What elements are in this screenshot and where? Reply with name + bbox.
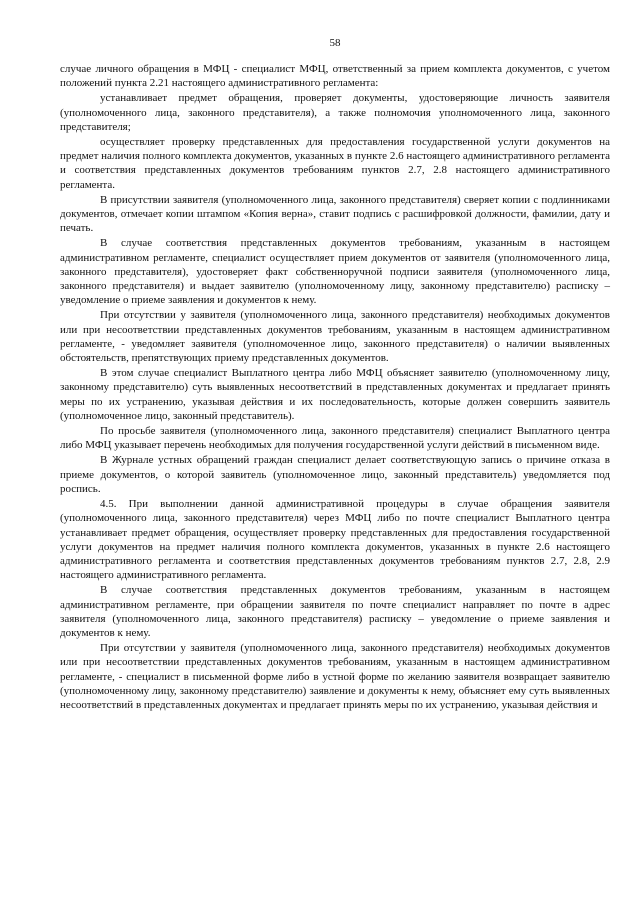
paragraph: В этом случае специалист Выплатного центра либо МФЦ объясняет заявителю (уполномоченному лицу, законному представителю) суть выявленных несоответствий в представленных документах и предлагает принять меры по их устранению, указывая действия и их последовательность, которые должен совершить заявитель (уполномоченное лицо, законный представитель). [60,367,610,422]
paragraph: осуществляет проверку представленных для предоставления государственной услуги документов на предмет наличия полного комплекта документов, указанных в пункте 2.6 настоящего административного регламента и соответствия представленных документов требованиям пунктов 2.7, 2.8 настоящего административного регламента. [60,136,610,191]
paragraph: 4.5. При выполнении данной административной процедуры в случае обращения заявителя (уполномоченного лица, законного представителя) через МФЦ либо по почте специалист Выплатного центра устанавливает предмет обращения, осуществляет проверку представленных для предоставления государственной услуги документов на предмет наличия полного комплекта документов, указанных в пункте 2.6 настоящего административного регламента и соответствия представленных документов требованиям пунктов 2.7, 2.8, 2.9 настоящего административного регламента. [60,498,610,582]
paragraph: При отсутствии у заявителя (уполномоченного лица, законного представителя) необходимых документов или при несоответствии представленных документов требованиям, указанным в настоящем административном регламенте, - специалист в письменной форме либо в устной форме по желанию заявителя возвращает заявителю (уполномоченному лицу, законному представителю) заявление и документы к нему, объясняет ему суть выявленных несоответствий в представленных документах и предлагает принять меры по их устранению, указывая действия и [60,642,610,711]
paragraph: По просьбе заявителя (уполномоченного лица, законного представителя) специалист Выплатного центра либо МФЦ указывает перечень необходимых для получения государственной услуги действий в письменном виде. [60,425,610,452]
paragraph: В присутствии заявителя (уполномоченного лица, законного представителя) сверяет копии с подлинниками документов, отмечает копии штампом «Копия верна», ставит подпись с расшифровкой должности, фамилии, дату и печать. [60,193,610,235]
paragraph: В Журнале устных обращений граждан специалист делает соответствующую запись о причине отказа в приеме документов, о которой заявитель (уполномоченное лицо, законный представитель) уведомляется под роспись. [60,454,610,495]
document-body [60,62,610,712]
paragraph: В случае соответствия представленных документов требованиям, указанным в настоящем административном регламенте, специалист осуществляет прием документов от заявителя (уполномоченного лица, законного представителя), удостоверяет факт собственноручной подписи заявителя (уполномоченного лица, законного представителя) и выдает заявителю (уполномоченному лицу, законному представителю) расписку – уведомление о приеме заявления и документов к нему. [60,237,610,307]
paragraph: устанавливает предмет обращения, проверяет документы, удостоверяющие личность заявителя (уполномоченного лица, законного представителя), а также полномочия уполномоченного лица, законного представителя; [60,92,610,133]
page-number: 58 [329,37,341,49]
paragraph: При отсутствии у заявителя (уполномоченного лица, законного представителя) необходимых документов или при несоответствии представленных документов требованиям, указанным в настоящем административном регламенте, - уведомляет заявителя (уполномоченное лицо, законного представителя) о наличии выявленных обстоятельств, препятствующих приему представленных документов. [60,309,610,365]
paragraph: В случае соответствия представленных документов требованиям, указанным в настоящем административном регламенте, при обращении заявителя по почте специалист направляет по почте в адрес заявителя (уполномоченного лица, законного представителя) расписку – уведомление о приеме заявления и документов к нему. [60,584,610,639]
paragraph: случае личного обращения в МФЦ - специалист МФЦ, ответственный за прием комплекта документов, с учетом положений пункта 2.21 настоящего административного регламента: [60,63,610,90]
